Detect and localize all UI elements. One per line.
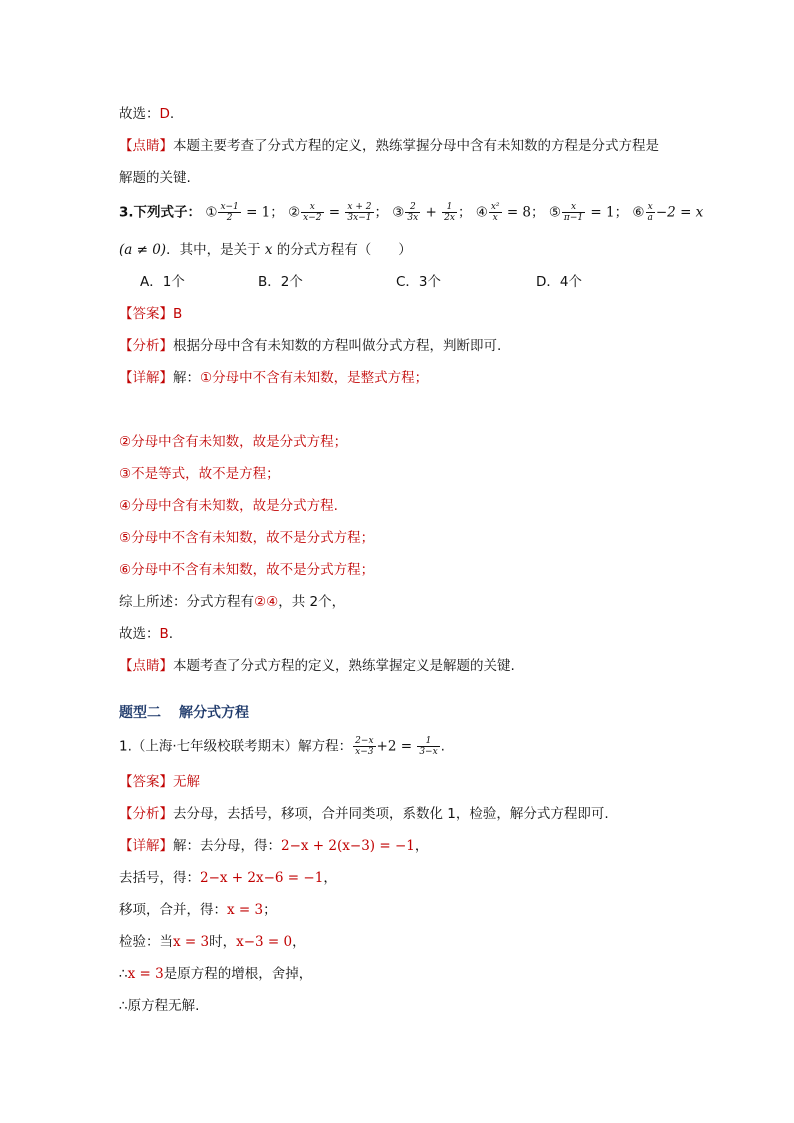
q1-lead: 1.（上海·七年级校联考期末）解方程： <box>119 738 353 755</box>
q1-analysis-line <box>119 804 609 824</box>
q3-choices <box>0 272 794 292</box>
expr-4-fraction: $\frac{\text{x²}}{x}$ <box>490 202 500 223</box>
remark-tag: 【点睛】 <box>119 658 173 674</box>
q1-step6-line: ∴原方程无解. <box>119 998 200 1014</box>
detail-step-6: ⑥分母中不含有未知数，故不是分式方程； <box>119 562 375 578</box>
prev-remark-line1 <box>119 136 659 156</box>
expr-2-fraction-right: $\frac{x + 2}{3x-1}$ <box>347 202 372 223</box>
expr-6-fraction: $\frac{x}{a}$ <box>647 202 653 223</box>
answer-tag: 【答案】 <box>119 306 173 322</box>
analysis-tag: 【分析】 <box>119 338 173 354</box>
analysis-text: 根据分母中含有未知数的方程叫做分式方程，判断即可. <box>173 338 502 354</box>
prev-remark-line2 <box>119 168 191 188</box>
section-heading <box>119 702 267 722</box>
q3-answer-line <box>119 304 182 324</box>
section-label: 题型二 <box>119 705 161 721</box>
expr-3-fraction-right: $\frac{1}{2x}$ <box>444 202 455 223</box>
expr-2-marker: ② <box>288 204 301 221</box>
remark-text-cont: 解题的关键. <box>119 170 191 186</box>
prev-choose-line <box>119 104 174 124</box>
detail-step-5: ⑤分母中不含有未知数，故不是分式方程； <box>119 530 375 546</box>
q3-stem-line1: 3.下列式子： ① $\frac{x-1}{2}$ = 1； ② $\frac{x}{x-2}$ = $\frac{x + 2}{3x-1}$ ； ③ $\frac{2}{3x}$ + $\frac{1}{2x}$ ； ④ $\frac{\text{x²}}{x}$ = 8； ⑤ $\frac{x}{\pi-1}$ = 1； ⑥ $\frac{x}{a}$ −2 = x <box>119 202 704 223</box>
remark-text: 本题考查了分式方程的定义，熟练掌握定义是解题的关键. <box>173 658 515 674</box>
detail-tag: 【详解】 <box>119 838 173 854</box>
q1-step3-line: 移项，合并，得：x = 3； <box>119 902 277 918</box>
q3-lead: 3.下列式子： <box>119 204 202 221</box>
choice-c[interactable]: C．3个 <box>396 274 442 290</box>
detail-step-1: ①分母中不含有未知数，是整式方程； <box>200 370 429 386</box>
choice-d[interactable]: D．4个 <box>536 274 582 290</box>
q3-analysis-line <box>119 336 501 356</box>
expr-5-fraction: $\frac{x}{\pi-1}$ <box>563 202 584 223</box>
expr-3-fraction-left: $\frac{2}{3x}$ <box>407 202 419 223</box>
q3-stem-line2: (a ≠ 0)．其中，是关于 x 的分式方程有（ ） <box>119 242 412 258</box>
detail-step-2: ②分母中含有未知数，故是分式方程； <box>119 434 348 450</box>
answer-value: B <box>173 306 183 322</box>
answer-tag: 【答案】 <box>119 774 173 790</box>
q1-step5-line: ∴x = 3是原方程的增根，舍掉， <box>119 966 313 982</box>
expr-6-marker: ⑥ <box>632 204 645 221</box>
expr-3-marker: ③ <box>392 204 405 221</box>
expr-2-fraction-left: $\frac{x}{x-2}$ <box>303 202 322 223</box>
q1-stem-line: 1.（上海·七年级校联考期末）解方程： $\frac{2-x}{x-3}$ +2 = $\frac{1}{3-x}$ . <box>119 736 445 757</box>
q1-fraction-left: $\frac{2-x}{x-3}$ <box>355 736 374 757</box>
expr-1-marker: ① <box>205 204 218 221</box>
period: . <box>169 106 175 122</box>
choose-label: 故选： <box>119 106 160 122</box>
expr-5-marker: ⑤ <box>548 204 561 221</box>
q3-choose-line: 故选：B. <box>119 626 174 642</box>
expr-1-fraction: $\frac{x-1}{2}$ <box>220 202 239 223</box>
detail-step-3: ③不是等式，故不是方程； <box>119 466 280 482</box>
analysis-text: 去分母，去括号，移项，合并同类项，系数化 1，检验，解分式方程即可. <box>173 806 609 822</box>
remark-text: 本题主要考查了分式方程的定义，熟练掌握分母中含有未知数的方程是分式方程是 <box>173 138 659 154</box>
detail-step-4: ④分母中含有未知数，故是分式方程. <box>119 498 338 514</box>
expr-4-marker: ④ <box>475 204 488 221</box>
choose-answer: B <box>159 626 169 642</box>
q3-summary-line: 综上所述：分式方程有②④，共 2个， <box>119 594 346 610</box>
condition: (a ≠ 0) <box>119 242 167 258</box>
q1-fraction-right: $\frac{1}{3-x}$ <box>419 736 438 757</box>
q1-step2-line: 去括号，得：2−x + 2x−6 = −1， <box>119 870 337 886</box>
choice-a[interactable]: A．1个 <box>140 274 185 290</box>
q1-step4-line: 检验：当x = 3时，x−3 = 0， <box>119 934 306 950</box>
analysis-tag: 【分析】 <box>119 806 173 822</box>
choice-b[interactable]: B．2个 <box>258 274 303 290</box>
q1-detail-line: 【详解】解：去分母，得：2−x + 2(x−3) = −1， <box>119 838 429 854</box>
q3-detail-line: 【详解】解：①分母中不含有未知数，是整式方程； <box>119 370 429 386</box>
choose-answer: D <box>159 106 170 122</box>
remark-tag: 【点睛】 <box>119 138 173 154</box>
q1-answer-line <box>119 772 200 792</box>
section-title: 解分式方程 <box>179 705 249 721</box>
q3-remark-line <box>119 656 515 676</box>
answer-value: 无解 <box>173 774 200 790</box>
detail-tag: 【详解】 <box>119 370 173 386</box>
